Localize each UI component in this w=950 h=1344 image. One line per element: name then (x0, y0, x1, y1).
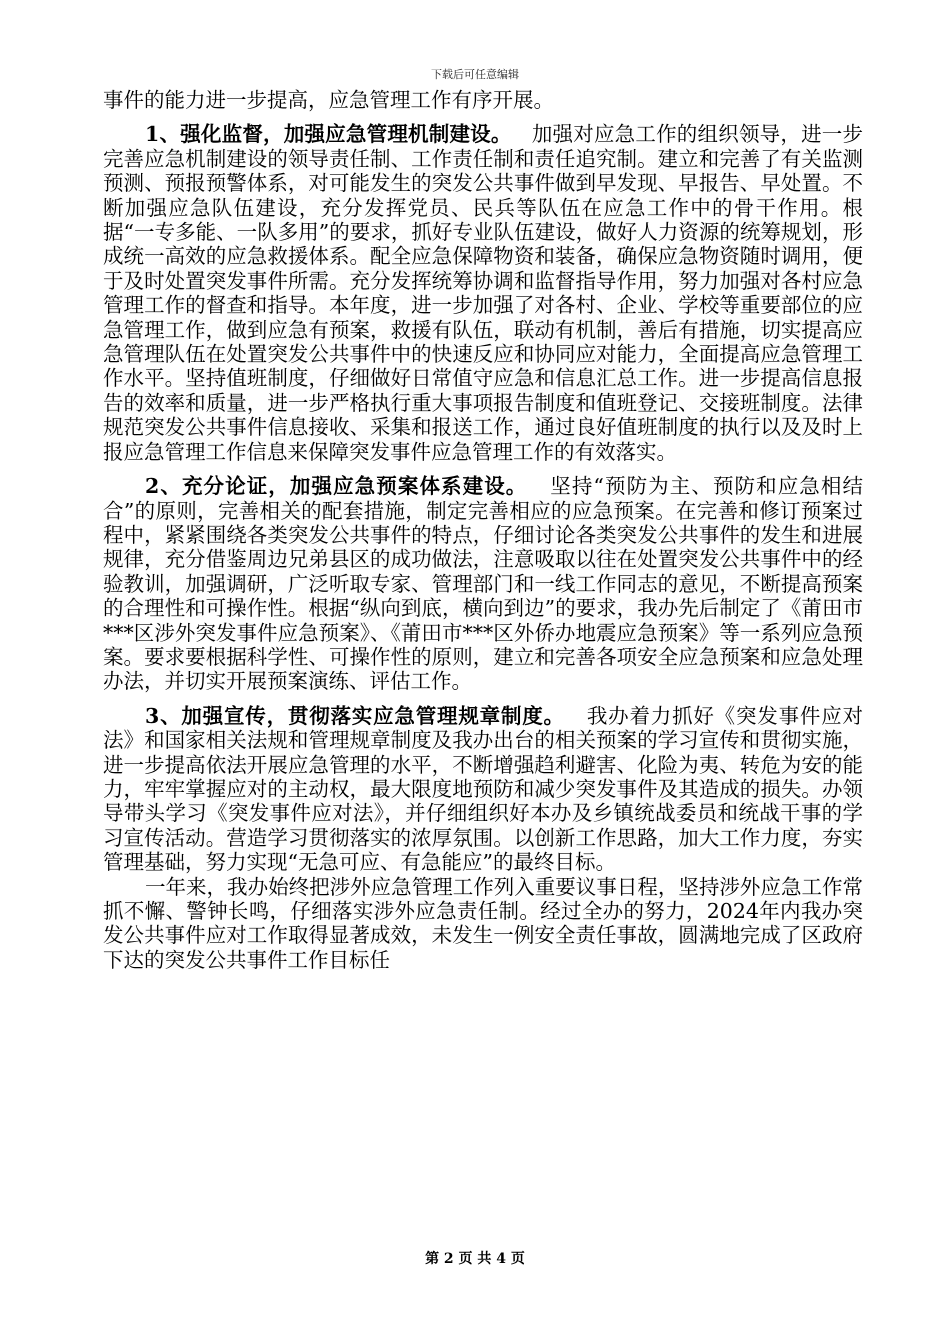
section-3-heading: 3、加强宣传，贯彻落实应急管理规章制度。 (145, 703, 565, 728)
paragraph-continuation: 事件的能力进一步提高，应急管理工作有序开展。 (103, 88, 554, 112)
section-1-text: 加强对应急工作的组织领导，进一步完善应急机制建设的领导责任制、工作责任制和责任追究制。建立和完善了有关监测预测、预报预警体系，对可能发生的突发公共事件做到早发现、早报告、早处置。不断加强应急队伍建设，充分发挥党员、民兵等队伍在应急工作中的骨干作用。根据“一专多能、一队多用”的要求，抓好专业队伍建设，做好人力资源的统筹规划，形成统一高效的应急救援体系。配全应急保障物资和装备，确保应急物资随时调用，便于及时处置突发事件所需。充分发挥统筹协调和监督指导作用，努力加强对各村应急管理工作的督查和指导。本年度，进一步加强了对各村、企业、学校等重要部位的应急管理工作，做到应急有预案，救援有队伍，联动有机制，善后有措施，切实提高应急管理队伍在处置突发公共事件中的快速反应和协同应对能力，全面提高应急管理工作水平。坚持值班制度，仔细做好日常值守应急和信息汇总工作。进一步提高信息报告的效率和质量，进一步严格执行重大事项报告制度和值班登记、交接班制度。法律规范突发公共事件信息接收、采集和报送工作，通过良好值班制度的执行以及及时上报应急管理工作信息来保障突发事件应急管理工作的有效落实。 (103, 122, 864, 464)
section-1-heading: 1、强化监督，加强应急管理机制建设。 (145, 122, 512, 147)
paragraph-summary: 一年来，我办始终把涉外应急管理工作列入重要议事日程，坚持涉外应急工作常抓不懈、警钟长鸣，仔细落实涉外应急责任制。经过全办的努力，2024年内我办突发公共事件应对工作取得显著成效，未发生一例安全责任事故，圆满地完成了区政府下达的突发公共事件工作目标任 (103, 874, 863, 972)
paragraph-section-2 (103, 474, 863, 694)
paragraph-section-3 (103, 704, 863, 875)
section-2-heading: 2、充分论证，加强应急预案体系建设。 (145, 474, 528, 499)
document-body (103, 88, 863, 972)
section-2-text: 坚持“预防为主、预防和应急相结合”的原则，完善相关的配套措施，制定完善相应的应急预案。在完善和修订预案过程中，紧紧围绕各类突发公共事件的特点，仔细讨论各类突发公共事件的发生和进展规律，充分借鉴周边兄弟县区的成功做法，注意吸取以往在处置突发公共事件中的经验教训，加强调研，广泛听取专家、管理部门和一线工作同志的意见，不断提高预案的合理性和可操作性。根据“纵向到底，横向到边”的要求，我办先后制定了《莆田市***区涉外突发事件应急预案》、《莆田市***区外侨办地震应急预案》等一系列应急预案。要求要根据科学性、可操作性的原则，建立和完善各项安全应急预案和应急处理办法，并切实开展预案演练、评估工作。 (103, 474, 863, 694)
paragraph-section-1 (103, 122, 863, 464)
page-header: 下载后可任意编辑 (431, 68, 519, 81)
section-3-text: 我办着力抓好《突发事件应对法》和国家相关法规和管理规章制度及我办出台的相关预案的学习宣传和贯彻实施，进一步提高依法开展应急管理的水平，不断增强趋利避害、化险为夷、转危为安的能力，牢牢掌握应对的主动权，最大限度地预防和减少突发事件及其造成的损失。办领导带头学习《突发事件应对法》，并仔细组织好本办及乡镇统战委员和统战干事的学习宣传活动。营造学习贯彻落实的浓厚氛围。以创新工作思路，加大工作力度，夯实管理基础，努力实现“无急可应、有急能应”的最终目标。 (103, 703, 864, 875)
page-number: 第 2 页 共 4 页 (425, 1251, 525, 1267)
